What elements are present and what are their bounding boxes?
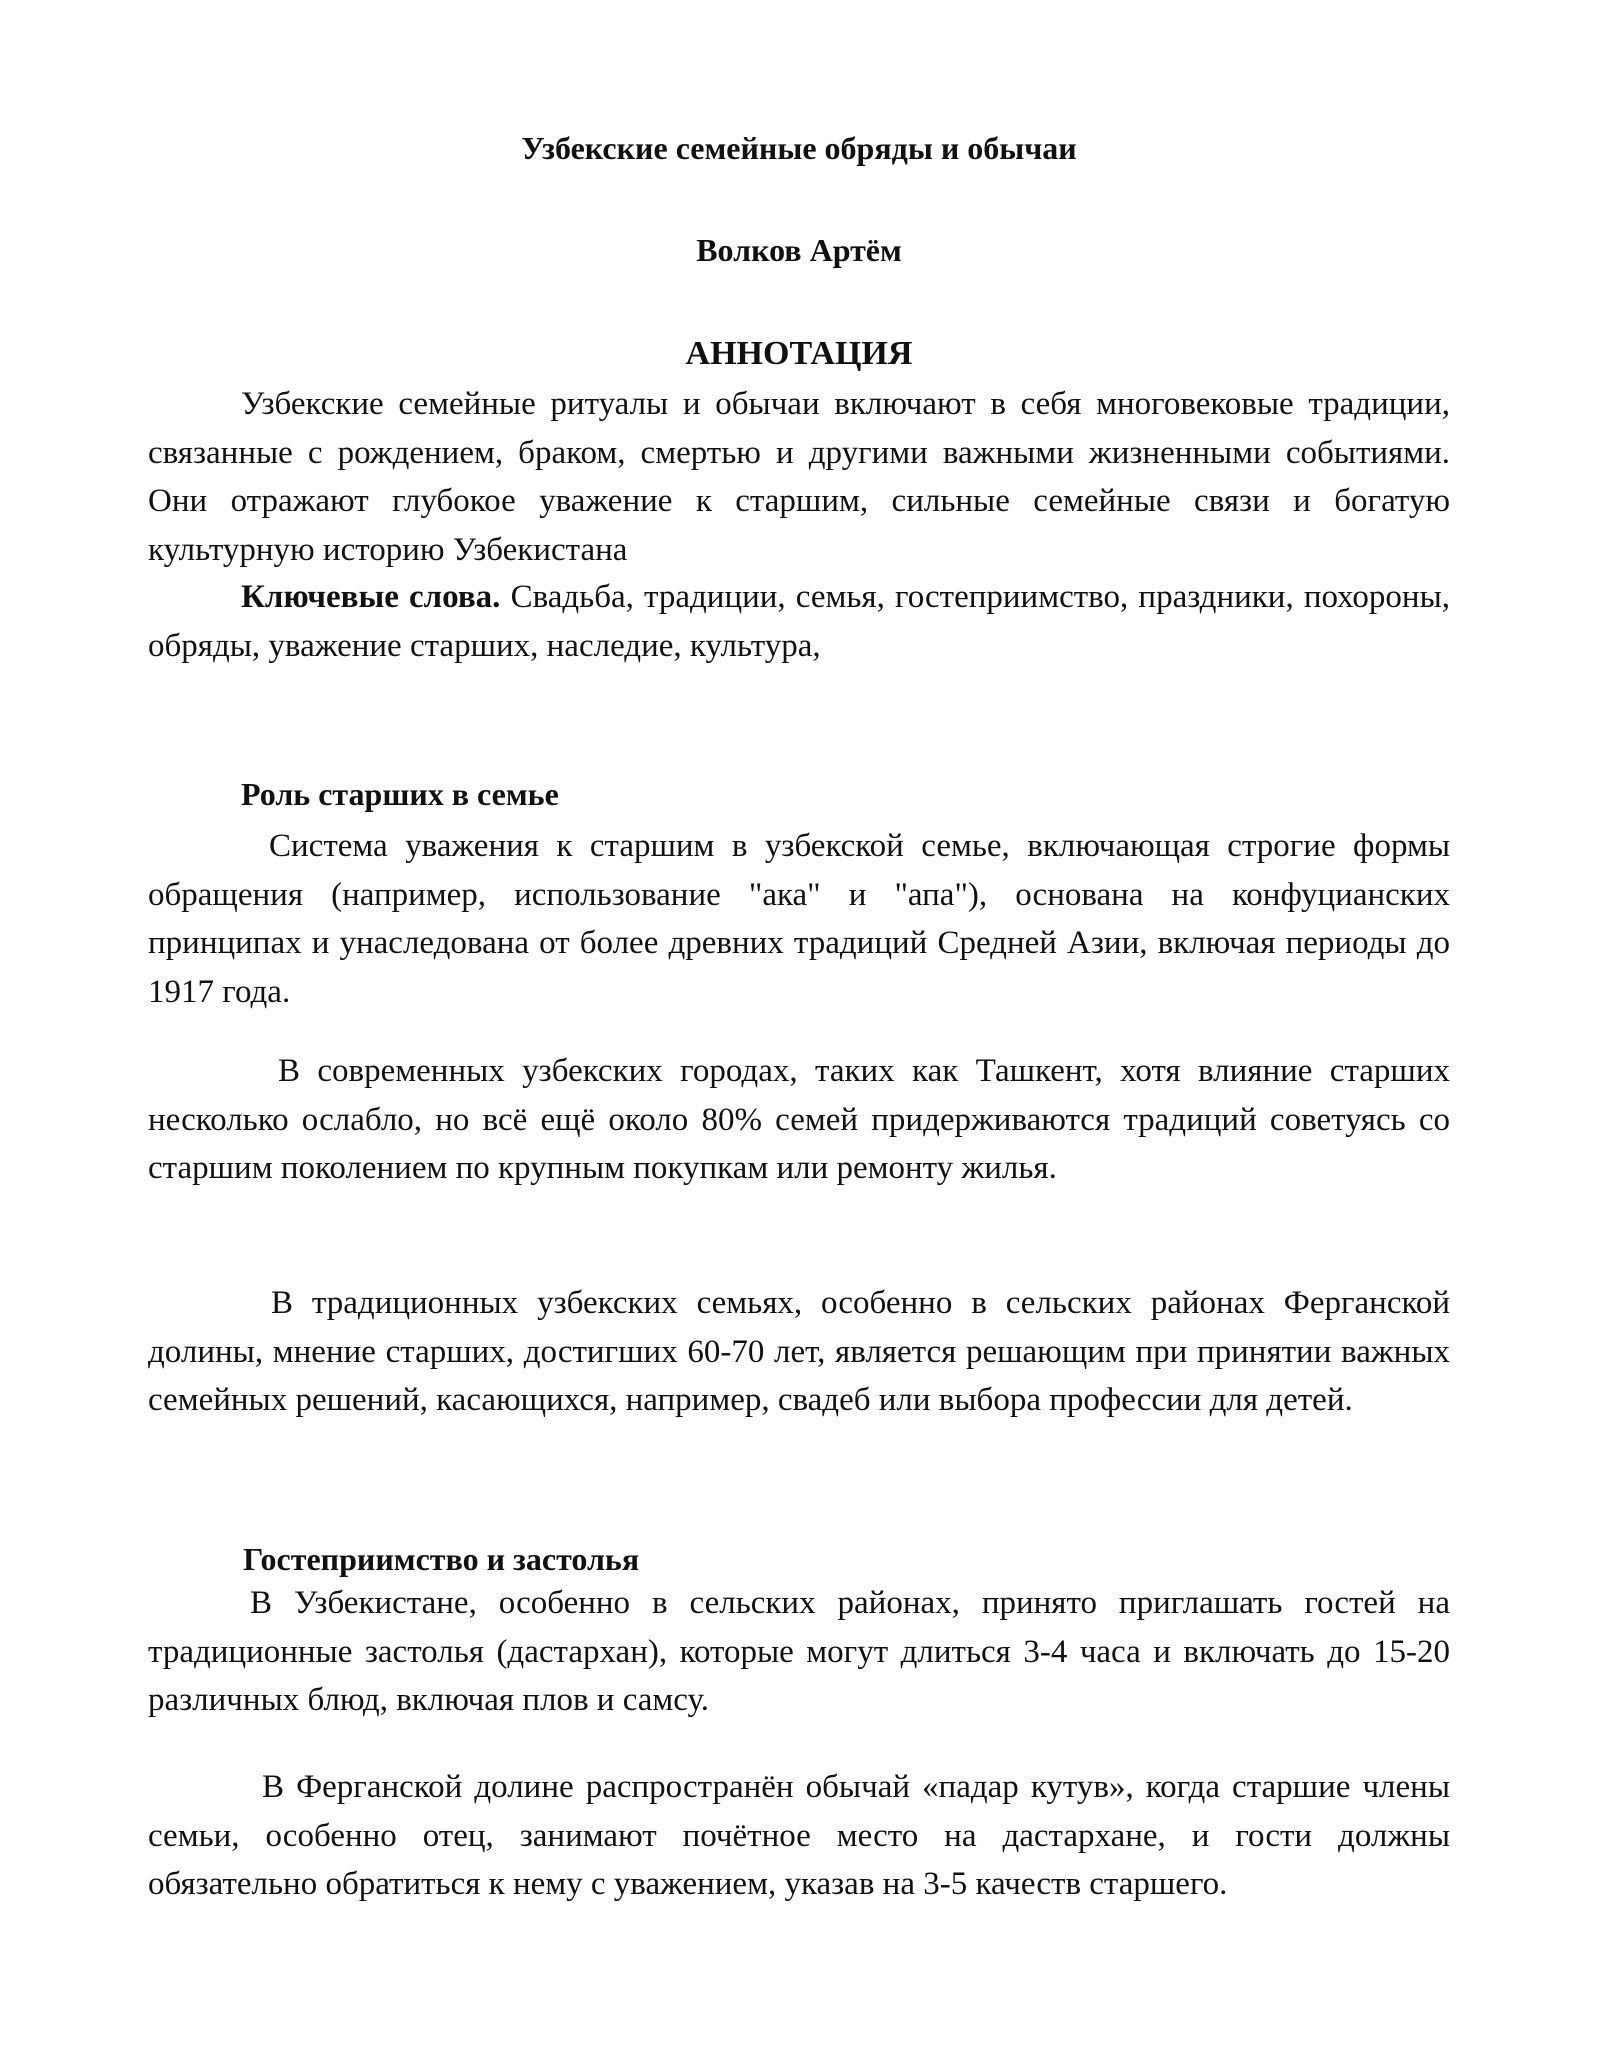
abstract-heading: АННОТАЦИЯ: [685, 335, 913, 372]
keywords-paragraph: [148, 573, 1450, 670]
abstract-paragraph: Узбекские семейные ритуалы и обычаи включают в себя многовековые традиции, связанные с рождением, браком, смертью и другими важными жизненными событиями. Они отражают глубокое уважение к старшим, сильные семейные связи и богатую культурную историю Узбекистана: [148, 386, 1450, 568]
section-paragraph: В Ферганской долине распространён обычай «падар кутув», когда старшие члены семьи, особенно отец, занимают почётное место на дастархане, и гости должны обязательно обратиться к нему с уважением, указав на 3-5 качеств старшего.: [148, 1769, 1450, 1902]
keywords-text: Свадьба, традиции, семья, гостеприимство, праздники, похороны, обряды, уважение старших, наследие, культура,: [148, 579, 1450, 664]
section-heading-hospitality: Гостеприимство и застолья: [243, 1541, 640, 1577]
document-author: Волков Артём: [696, 232, 902, 268]
section-heading-elders: Роль старших в семье: [241, 776, 559, 812]
keywords-label: Ключевые слова.: [241, 579, 501, 615]
section-paragraph: В Узбекистане, особенно в сельских районах, принято приглашать гостей на традиционные застолья (дастархан), которые могут длиться 3-4 часа и включать до 15-20 различных блюд, включая плов и самсу.: [148, 1585, 1450, 1718]
section-paragraph: Система уважения к старшим в узбекской семье, включающая строгие формы обращения (например, использование "ака" и "апа"), основана на конфуцианских принципах и унаследована от более древних традиций Средней Азии, включая периоды до 1917 года.: [148, 828, 1450, 1010]
section-paragraph: В современных узбекских городах, таких как Ташкент, хотя влияние старших несколько ослабло, но всё ещё около 80% семей придерживаются традиций советуясь со старшим поколением по крупным покупкам или ремонту жилья.: [148, 1053, 1450, 1186]
document-title: Узбекские семейные обряды и обычаи: [521, 130, 1077, 166]
section-paragraph: В традиционных узбекских семьях, особенно в сельских районах Ферганской долины, мнение старших, достигших 60-70 лет, является решающим при принятии важных семейных решений, касающихся, например, свадеб или выбора профессии для детей.: [148, 1285, 1450, 1418]
